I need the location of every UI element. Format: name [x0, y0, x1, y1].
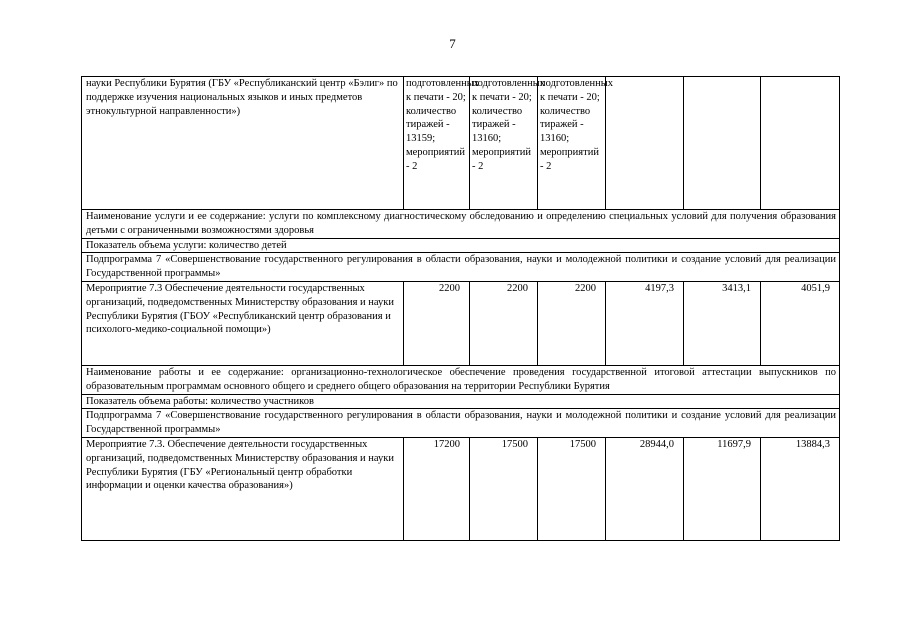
indicator-cell: подготовленных к печати - 20; количество тиражей - 13159; мероприятий - 2 — [404, 77, 470, 210]
table-row — [82, 437, 840, 540]
table-row — [82, 394, 840, 409]
subprogram-row: Подпрограмма 7 «Совершенствование государственного регулирования в области образования, науки и молодежной политики и создание условий для реализации Государственной программы» — [82, 253, 840, 282]
value-cell: 2200 — [538, 281, 606, 365]
value-cell: 4197,3 — [606, 281, 684, 365]
empty-cell — [761, 77, 840, 210]
budget-table — [81, 76, 840, 541]
empty-cell — [684, 77, 761, 210]
value-cell: 2200 — [404, 281, 470, 365]
measure-description: Мероприятие 7.3 Обеспечение деятельности государственных организаций, подведомственных Министерству образования и науки Республики Бурятия (ГБОУ «Республиканский центр образования и психолого-медико-социальной помощи») — [82, 281, 404, 365]
work-name-row: Наименование работы и ее содержание: организационно-технологическое обеспечение проведения государственной итоговой аттестации выпускников по образовательным программам основного общего и среднего общего образования на территории Республики Бурятия — [82, 365, 840, 394]
value-cell: 2200 — [470, 281, 538, 365]
indicator-cell: подготовленных к печати - 20; количество тиражей - 13160; мероприятий - 2 — [470, 77, 538, 210]
measure-description: Мероприятие 7.3. Обеспечение деятельности государственных организаций, подведомственных Министерству образования и науки Республики Бурятия (ГБУ «Региональный центр обработки информации и оценки качества образования») — [82, 437, 404, 540]
table-row — [82, 77, 840, 210]
value-cell: 28944,0 — [606, 437, 684, 540]
value-cell: 4051,9 — [761, 281, 840, 365]
value-cell: 17200 — [404, 437, 470, 540]
table-row — [82, 253, 840, 282]
value-cell: 11697,9 — [684, 437, 761, 540]
work-indicator-row: Показатель объема работы: количество участников — [82, 394, 840, 409]
service-name-row: Наименование услуги и ее содержание: услуги по комплексному диагностическому обследованию и определению специальных условий для получения образования детьми с ограниченными возможностями здоровья — [82, 210, 840, 239]
subprogram-row: Подпрограмма 7 «Совершенствование государственного регулирования в области образования, науки и молодежной политики и создание условий для реализации Государственной программы» — [82, 409, 840, 438]
page-number: 7 — [449, 36, 456, 51]
value-cell: 13884,3 — [761, 437, 840, 540]
measure-description: науки Республики Бурятия (ГБУ «Республиканский центр «Бэлиг» по поддержке изучения национальных языков и иных предметов этнокультурной направленности») — [82, 77, 404, 210]
table-row — [82, 365, 840, 394]
indicator-cell: подготовленных к печати - 20; количество тиражей - 13160; мероприятий - 2 — [538, 77, 606, 210]
value-cell: 3413,1 — [684, 281, 761, 365]
empty-cell — [606, 77, 684, 210]
table-row — [82, 238, 840, 253]
value-cell: 17500 — [538, 437, 606, 540]
value-cell: 17500 — [470, 437, 538, 540]
table-row — [82, 409, 840, 438]
table-row — [82, 281, 840, 365]
table-row — [82, 210, 840, 239]
service-indicator-row: Показатель объема услуги: количество детей — [82, 238, 840, 253]
